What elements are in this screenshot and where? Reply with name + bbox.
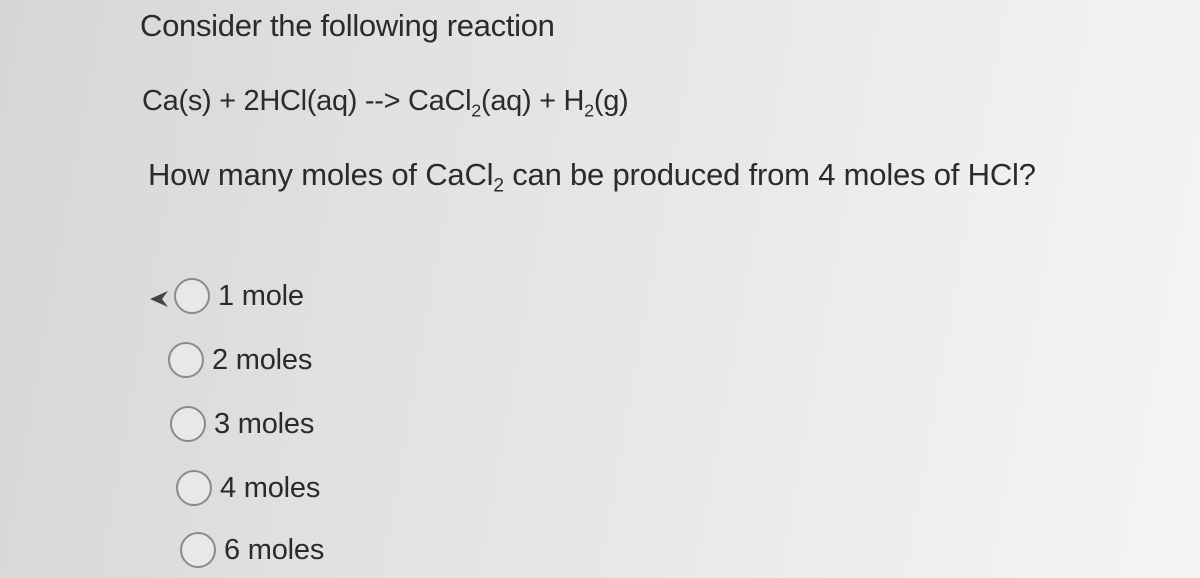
question-text-1: How many moles of CaCl: [148, 157, 494, 192]
question-subscript: 2: [493, 175, 504, 197]
option-2-moles[interactable]: [168, 342, 312, 378]
radio-button-icon[interactable]: [168, 342, 204, 378]
option-label: 4 moles: [220, 471, 321, 504]
option-label: 2 moles: [212, 343, 313, 376]
equation-text-3: (g): [593, 85, 629, 117]
option-6-moles[interactable]: [180, 532, 324, 568]
reaction-intro: Consider the following reaction: [140, 8, 555, 43]
question-text-2: can be produced from 4 moles of HCl?: [503, 157, 1036, 192]
option-label: 3 moles: [214, 407, 315, 440]
radio-button-icon[interactable]: [180, 532, 216, 568]
radio-button-icon[interactable]: [170, 406, 206, 442]
equation-subscript-2: 2: [584, 100, 594, 121]
option-4-moles[interactable]: [176, 470, 320, 506]
option-label: 1 mole: [218, 279, 304, 312]
equation-text-2: (aq) + H: [481, 85, 585, 117]
option-1-mole[interactable]: [174, 278, 304, 314]
radio-button-icon[interactable]: [174, 278, 210, 314]
equation-subscript-1: 2: [471, 100, 481, 121]
radio-button-icon[interactable]: [176, 470, 212, 506]
option-3-moles[interactable]: [170, 406, 314, 442]
equation-text-1: Ca(s) + 2HCl(aq) --> CaCl: [142, 85, 472, 117]
option-label: 6 moles: [224, 533, 325, 566]
